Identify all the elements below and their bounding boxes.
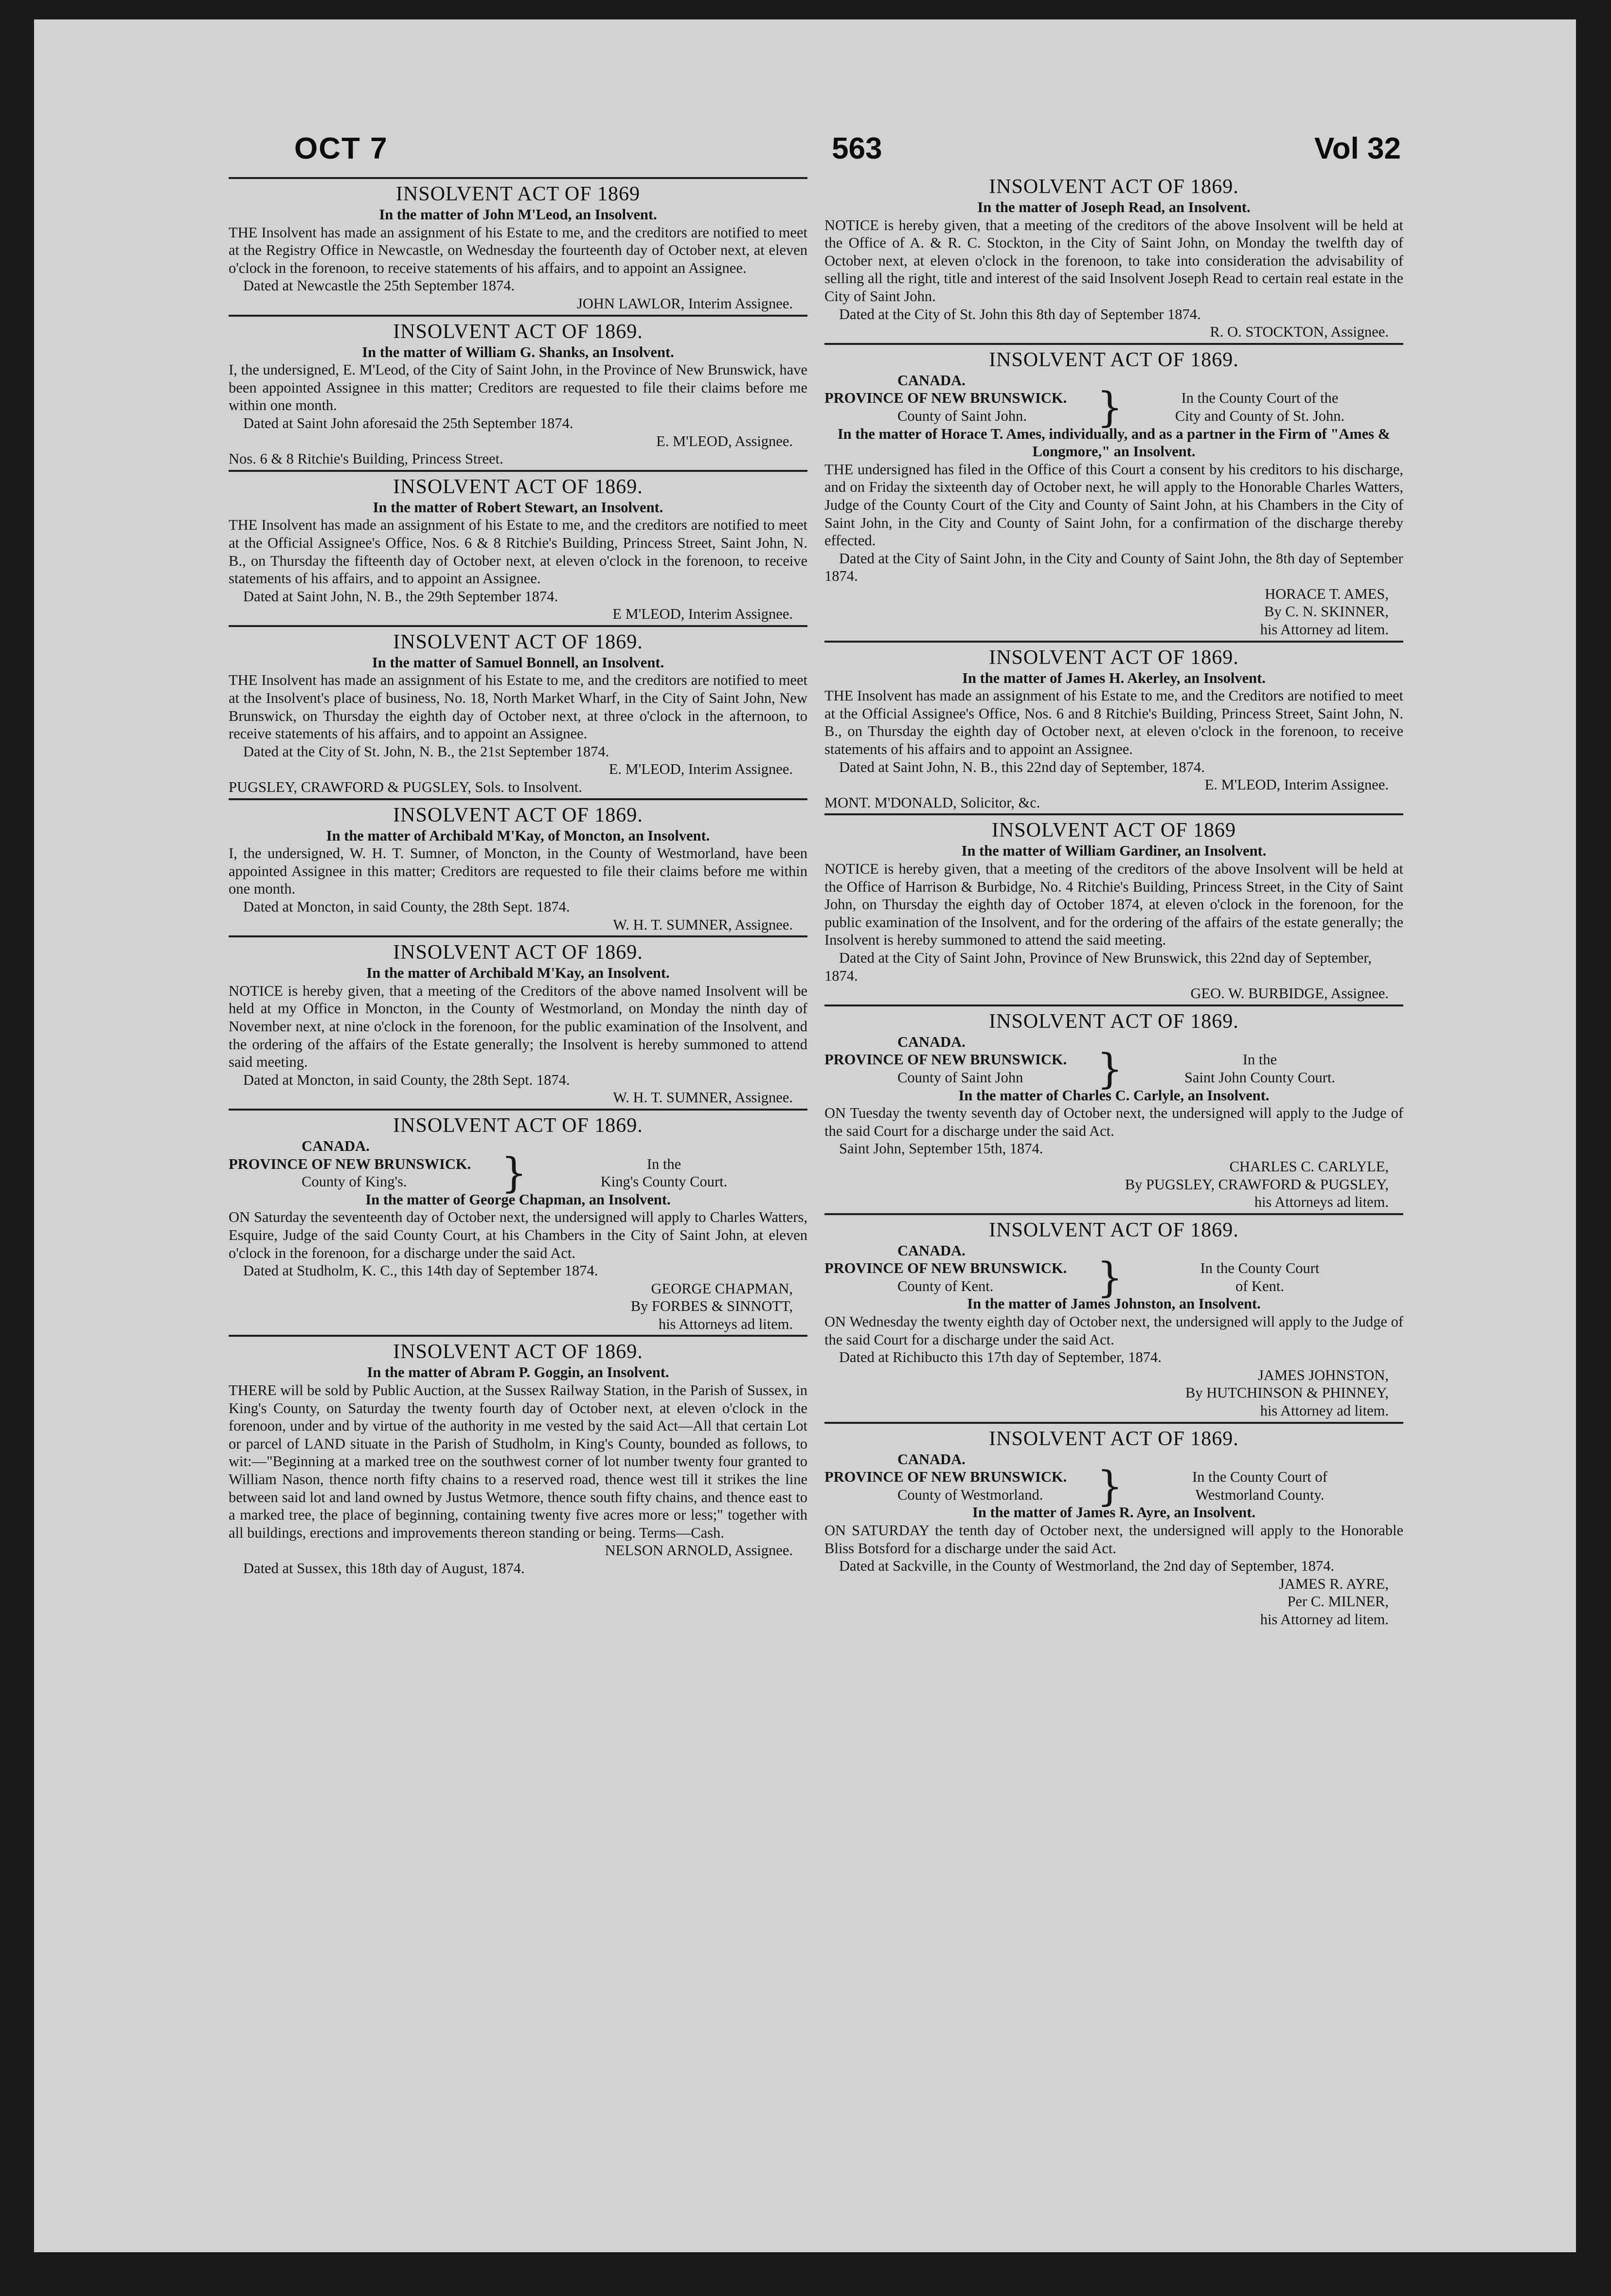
notice-body: I, the undersigned, W. H. T. Sumner, of Moncton, in the County of Westmorland, have been appointed Assignee in this matter; Creditors are requested to file their claims before me within one month. [229,845,807,897]
notice-dated: Dated at Saint John, N. B., this 22nd day of September, 1874. [839,758,1205,775]
notice-divider [229,935,807,937]
notice-divider [824,1004,1403,1006]
notice-title: INSOLVENT ACT OF 1869. [393,475,643,498]
notice-title: INSOLVENT ACT OF 1869. [393,1341,643,1363]
notice-dated: Dated at Sackville, in the County of Westmorland, the 2nd day of September, 1874. [839,1558,1335,1575]
running-head [34,131,1576,180]
brace-glyph: } [1097,1462,1123,1510]
notice-signature: R. O. STOCKTON, Assignee. [1210,323,1389,341]
notice-title: INSOLVENT ACT OF 1869. [989,176,1239,198]
notice-archibald-mkay-meeting [229,941,807,1107]
notice-william-shanks [229,320,807,468]
notice-divider [824,343,1403,345]
notice-matter: In the matter of George Chapman, an Insolvent. [365,1191,671,1208]
notice-title: INSOLVENT ACT OF 1869. [393,1114,643,1137]
notice-archibald-mkay-moncton [229,804,807,934]
notice-divider [229,625,807,627]
notice-signature-agent: By HUTCHINSON & PHINNEY, [1185,1384,1389,1401]
notice-matter: In the matter of James R. Ayre, an Insolvent. [972,1504,1255,1521]
province-block [824,389,1097,425]
notice-dated: Dated at the City of St. John this 8th day of September 1874. [839,305,1201,323]
county-label: County of Kent. [897,1277,994,1294]
notice-title: INSOLVENT ACT OF 1869. [989,1427,1239,1450]
county-label: County of Westmorland. [897,1486,1043,1503]
notice-signature-role: his Attorneys ad litem. [1254,1194,1389,1211]
notice-signature-agent: By FORBES & SINNOTT, [630,1298,793,1315]
brace-glyph: } [1097,383,1123,431]
notice-signature: GEO. W. BURBIDGE, Assignee. [1190,985,1389,1002]
notice-matter: In the matter of Abram P. Goggin, an Insolvent. [367,1364,669,1381]
court-block [1116,389,1403,425]
notice-title: INSOLVENT ACT OF 1869. [393,320,643,343]
notice-signature-role: his Attorneys ad litem. [658,1315,793,1332]
notice-body: THE undersigned has filed in the Office of this Court a consent by his creditors to his discharge, and on Friday the sixteenth day of October next, he will apply to the Honorable Charles Watters, Judge of the County Court of the City and County of Saint John, at his Chambers in the City of Saint John, in the City and County of Saint John, for a confirmation of the discharge thereby effected. [824,461,1403,549]
court-line: In the [646,1155,681,1172]
notice-dated: Dated at Moncton, in said County, the 28th Sept. 1874. [243,1071,570,1088]
court-line: In the County Court of [1192,1469,1327,1486]
notice-matter: In the matter of Samuel Bonnell, an Insolvent. [372,654,664,671]
court-block [1116,1051,1403,1086]
notice-signature-agent: Per C. MILNER, [1287,1593,1389,1610]
notice-dated: Dated at Studholm, K. C., this 14th day of September 1874. [243,1262,598,1279]
notice-matter: In the matter of William Gardiner, an Insolvent. [961,843,1267,860]
volume-number: Vol 32 [1314,132,1401,165]
province-label: PROVINCE OF NEW BRUNSWICK. [824,390,1067,407]
court-caption [824,383,1403,431]
notice-body: THE Insolvent has made an assignment of his Estate to me, and the creditors are notified to meet at the Insolvent's place of business, No. 18, North Market Wharf, in the City of Saint John, New Brunswick, on Thursday the eighth day of October next, at three o'clock in the afternoon, to receive statements of his affairs, and to appoint an Assignee. [229,672,807,742]
brace-glyph: } [501,1149,527,1197]
notice-title: INSOLVENT ACT OF 1869 [395,183,641,205]
notice-matter: In the matter of James Johnston, an Insolvent. [967,1295,1261,1312]
court-caption [824,1462,1403,1510]
notice-divider [229,1109,807,1111]
canada-heading: CANADA. [897,1242,966,1259]
notice-divider [229,1335,807,1337]
court-caption [229,1149,807,1197]
notice-signature: W. H. T. SUMNER, Assignee. [613,916,793,933]
notice-body: ON Saturday the seventeenth day of October next, the undersigned will apply to Charles Watters, Esquire, Judge of the said County Court, at his Chambers in the City of Saint John, at eleven o'clock in the forenoon, for a discharge under the said Act. [229,1209,807,1261]
notice-charles-carlyle [824,1010,1403,1211]
notice-signature: JAMES R. AYRE, [1279,1575,1389,1592]
notice-signature: W. H. T. SUMNER, Assignee. [613,1089,793,1106]
canada-heading: CANADA. [897,1033,966,1050]
notice-abram-goggin [229,1340,807,1577]
notice-divider [824,1422,1403,1424]
notice-signature: E M'LEOD, Interim Assignee. [612,606,793,623]
notice-dated: Saint John, September 15th, 1874. [839,1140,1043,1157]
canada-heading: CANADA. [897,1451,966,1468]
notice-title: INSOLVENT ACT OF 1869. [989,646,1239,669]
notice-dated: Dated at the City of Saint John, in the City and County of Saint John, the 8th day of September 1874. [824,550,1403,585]
province-label: PROVINCE OF NEW BRUNSWICK. [824,1469,1067,1486]
notice-signature-agent: By C. N. SKINNER, [1264,603,1389,620]
notice-matter: In the matter of Archibald M'Kay, of Moncton, an Insolvent. [326,827,710,844]
notice-robert-stewart [229,475,807,623]
notice-matter: In the matter of John M'Leod, an Insolvent. [379,206,657,223]
brace-glyph: } [1097,1253,1123,1301]
court-block [1116,1259,1403,1295]
notice-samuel-bonnell [229,630,807,796]
notice-signature: HORACE T. AMES, [1265,585,1389,602]
notice-body: THERE will be sold by Public Auction, at the Sussex Railway Station, in the Parish of Sussex, in King's County, on Saturday the twenty fourth day of October next, at eleven o'clock in the forenoon, under and by virtue of the authority in me vested by the said Act—All that certain Lot or parcel of LAND situate in the Parish of Studholm, in King's County, bounded as follows, to wit:—"Beginning at a marked tree on the southwest corner of lot number twenty four granted to William Nason, thence north fifty chains to a reserved road, thence west till it strikes the line between said lot and land owned by Justus Wetmore, thence south fifty chains, and thence east to a marked tree, the place of beginning, containing twenty five acres more or less;" together with all buildings, erections and improvements thereon standing or being. Terms—Cash. [229,1382,807,1541]
notice-body: I, the undersigned, E. M'Leod, of the City of Saint John, in the Province of New Brunswick, have been appointed Assignee in this matter; Creditors are requested to file their claims before me within one month. [229,361,807,414]
notice-body: ON Wednesday the twenty eighth day of October next, the undersigned will apply to the Judge of the said Court for a discharge under the said Act. [824,1313,1403,1348]
notice-body: NOTICE is hereby given, that a meeting of the Creditors of the above named Insolvent will be held at my Office in Moncton, in the County of Westmorland, on Monday the ninth day of November next, at nine o'clock in the forenoon, for the public examination of the Insolvent, and the ordering of the affairs of the Estate generally; the Insolvent is hereby summoned to attend said meeting. [229,982,807,1071]
notice-title: INSOLVENT ACT OF 1869. [393,630,643,653]
notice-signature: GEORGE CHAPMAN, [651,1280,793,1297]
notice-dated: Dated at Sussex, this 18th day of August, 1874. [243,1560,525,1577]
province-block [229,1155,501,1191]
notice-solicitors: PUGSLEY, CRAWFORD & PUGSLEY, Sols. to Insolvent. [229,779,582,796]
notice-title: INSOLVENT ACT OF 1869. [393,804,643,826]
canada-heading: CANADA. [897,372,966,389]
county-label: County of Saint John. [897,407,1027,424]
court-line: In the County Court [1200,1260,1320,1277]
notice-james-akerley [824,646,1403,812]
notice-signature-role: his Attorney ad litem. [1260,1611,1389,1628]
notice-matter: In the matter of James H. Akerley, an Insolvent. [962,669,1266,686]
notice-dated: Dated at Moncton, in said County, the 28th Sept. 1874. [243,898,570,915]
notice-divider [229,315,807,317]
notice-matter: In the matter of Robert Stewart, an Insolvent. [373,499,663,516]
notice-title: INSOLVENT ACT OF 1869. [989,348,1239,371]
notice-dated: Dated at Newcastle the 25th September 1874. [243,277,515,294]
page-number: 563 [832,132,882,165]
notice-john-mleod [229,182,807,313]
province-block [824,1051,1097,1086]
notice-william-gardiner [824,819,1403,1002]
notice-james-ayre [824,1427,1403,1629]
notice-signature-agent: By PUGSLEY, CRAWFORD & PUGSLEY, [1125,1176,1389,1193]
notice-body: NOTICE is hereby given, that a meeting of the creditors of the above Insolvent will be held at the Office of A. & R. C. Stockton, in the City of Saint John, on Monday the twelfth day of October next, at eleven o'clock in the forenoon, to take into consideration the advisability of selling all the right, title and interest of the said Insolvent Joseph Read to certain real estate in the City of Saint John. [824,216,1403,305]
notice-george-chapman [229,1114,807,1333]
notice-title: INSOLVENT ACT OF 1869 [991,819,1236,842]
court-line: In the [1242,1051,1277,1068]
county-label: County of King's. [302,1173,407,1190]
left-column [229,175,807,1578]
notice-matter: In the matter of Joseph Read, an Insolvent. [977,199,1251,215]
province-label: PROVINCE OF NEW BRUNSWICK. [824,1051,1067,1068]
notice-matter: In the matter of Archibald M'Kay, an Insolvent. [366,965,670,982]
notice-dated: Dated at Richibucto this 17th day of September, 1874. [839,1349,1162,1366]
notice-james-johnston [824,1219,1403,1420]
notice-body: THE Insolvent has made an assignment of his Estate to me, and the creditors are notified to meet at the Official Assignee's Office, Nos. 6 & 8 Ritchie's Building, Princess Street, Saint John, N. B., on Thursday the fifteenth day of October next, at eleven o'clock in the forenoon, to receive statements of his affairs, and to appoint an Assignee. [229,517,807,587]
notice-signature: NELSON ARNOLD, Assignee. [605,1542,793,1559]
notice-title: INSOLVENT ACT OF 1869. [393,941,643,964]
court-block [1116,1468,1403,1504]
province-block [824,1468,1097,1504]
notice-dated: Dated at Saint John, N. B., the 29th September 1874. [243,588,558,605]
notice-signature: E. M'LEOD, Interim Assignee. [609,761,793,778]
brace-glyph: } [1097,1044,1123,1093]
notice-matter: In the matter of Horace T. Ames, individually, and as a partner in the Firm of "Ames & Longmore," an Insolvent. [837,425,1391,460]
notice-dated: Dated at Saint John aforesaid the 25th September 1874. [243,414,573,431]
issue-date: OCT 7 [294,132,388,165]
column-rule [229,177,807,179]
notice-body: NOTICE is hereby given, that a meeting of the creditors of the above Insolvent will be held at the Office of Harrison & Burbidge, No. 4 Ritchie's Building, Princess Street, in the City of Saint John, on Thursday the eighth day of October 1874, at eleven o'clock in the forenoon, for the public examination of the Insolvent, and for the ordering of the affairs of the estate generally; the Insolvent is hereby summoned to attend the said meeting. [824,861,1403,949]
province-label: PROVINCE OF NEW BRUNSWICK. [824,1260,1067,1277]
notice-divider [824,1213,1403,1215]
notice-dated: Dated at the City of Saint John, Province of New Brunswick, this 22nd day of September, 1874. [824,949,1372,984]
court-caption [824,1253,1403,1301]
notice-matter: In the matter of William G. Shanks, an Insolvent. [362,343,674,360]
notice-address: Nos. 6 & 8 Ritchie's Building, Princess Street. [229,450,503,467]
notice-dated: Dated at the City of St. John, N. B., the 21st September 1874. [243,743,609,760]
notice-joseph-read [824,175,1403,341]
notice-signature: JOHN LAWLOR, Interim Assignee. [577,295,793,312]
canada-heading: CANADA. [302,1137,370,1154]
notice-body: ON SATURDAY the tenth day of October next, the undersigned will apply to the Honorable Bliss Botsford for a discharge under the said Act. [824,1522,1403,1557]
notice-body: ON Tuesday the twenty seventh day of October next, the undersigned will apply to the Judge of the said Court for a discharge under the said Act. [824,1105,1403,1139]
notice-signature: E. M'LEOD, Interim Assignee. [1204,776,1389,793]
notice-title: INSOLVENT ACT OF 1869. [989,1010,1239,1033]
notice-signature: E. M'LEOD, Assignee. [656,432,793,449]
court-caption [824,1044,1403,1093]
notice-divider [824,641,1403,643]
notice-matter: In the matter of Charles C. Carlyle, an Insolvent. [958,1087,1270,1104]
notice-signature: CHARLES C. CARLYLE, [1229,1158,1389,1175]
court-line: Westmorland County. [1195,1486,1325,1503]
notice-body: THE Insolvent has made an assignment of his Estate to me, and the creditors are notified to meet at the Registry Office in Newcastle, on Wednesday the fourteenth day of October next, at eleven o'clock in the forenoon, to receive statements of his affairs, and to appoint an Assignee. [229,224,807,276]
province-label: PROVINCE OF NEW BRUNSWICK. [229,1155,471,1172]
court-line: of Kent. [1235,1277,1284,1294]
notice-divider [229,470,807,472]
notice-body: THE Insolvent has made an assignment of his Estate to me, and the Creditors are notified to meet at the Official Assignee's Office, Nos. 6 and 8 Ritchie's Building, Princess Street, Saint John, N. B., on Thursday the eighth day of October next, at eleven o'clock in the forenoon, to receive statements of his affairs and to appoint an Assignee. [824,687,1403,758]
province-block [824,1259,1097,1295]
court-line: In the County Court of the [1181,390,1339,407]
court-block [520,1155,807,1191]
notice-horace-ames [824,348,1403,639]
court-line: City and County of St. John. [1175,407,1345,424]
notice-signature-role: his Attorney ad litem. [1260,621,1389,638]
notice-divider [824,813,1403,815]
court-line: King's County Court. [600,1173,728,1190]
notice-signature-role: his Attorney ad litem. [1260,1402,1389,1419]
notice-signature: JAMES JOHNSTON, [1258,1366,1389,1383]
county-label: County of Saint John [897,1069,1023,1086]
notice-solicitor: MONT. M'DONALD, Solicitor, &c. [824,794,1040,811]
right-column [824,175,1403,1629]
notice-title: INSOLVENT ACT OF 1869. [989,1219,1239,1241]
court-line: Saint John County Court. [1184,1069,1336,1086]
notice-divider [229,798,807,800]
